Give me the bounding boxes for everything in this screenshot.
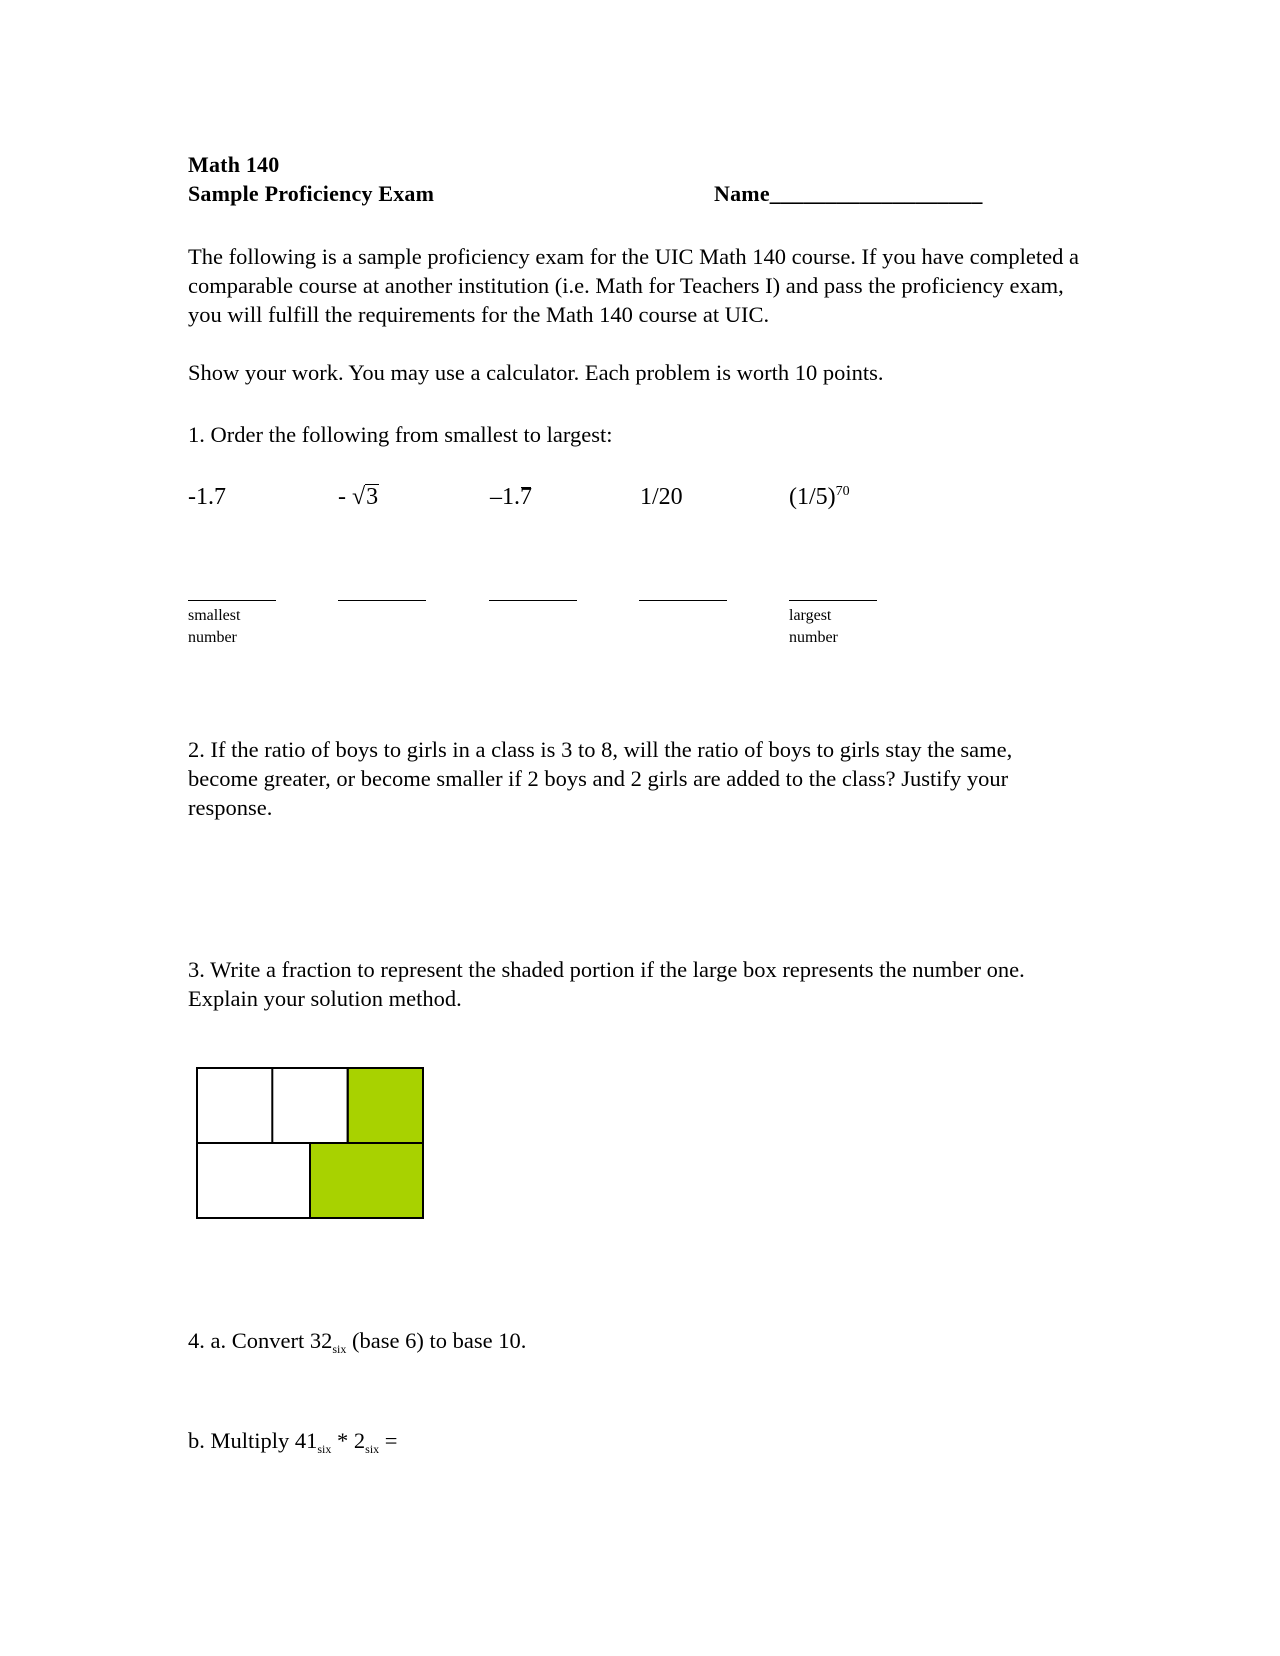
q1-option-negative-sqrt [338,484,379,511]
q1-option-repeating-decimal: –1.7 [490,484,532,510]
q4b-prompt: b. Multiply $41_{six} * 2_{six}$ = [188,1428,398,1456]
instructions: Show your work. You may use a calculator. Each problem is worth 10 points. [188,360,884,385]
exponent: 70 [835,484,850,499]
square-root-icon: √3 [352,484,379,510]
shaded-cell-top-right [348,1068,423,1143]
intro-paragraph: The following is a sample proficiency exam for the UIC Math 140 course. If you have completed a comparable course at another institution (i.e. Math for Teachers I) and pass the proficiency exam, you will fulfill the requirements for the Math 140 course at UIC. [188,244,1079,327]
repeating-digit: 7 [520,484,532,510]
fraction-box-diagram [196,1067,424,1219]
name-field[interactable]: Name___________________ [714,181,983,206]
q1-prompt: 1. Order the following from smallest to largest: [188,422,613,447]
exam-title: Sample Proficiency Exam [188,181,435,206]
q3-prompt: 3. Write a fraction to represent the shaded portion if the large box represents the number one. Explain your solution method. [188,957,1025,1011]
answer-blank-3[interactable] [489,600,577,601]
largest-label: largest number [789,607,838,646]
answer-blank-2[interactable] [338,600,426,601]
minus-sign: - [338,484,352,510]
answer-blank-5[interactable] [789,600,877,601]
q2-prompt: 2. If the ratio of boys to girls in a class is 3 to 8, will the ratio of boys to girls stay the same, become greater, or become smaller if 2 boys and 2 girls are added to the class? Justify your response. [188,737,1013,820]
q1-option-power: $(1/5)^{70}$ [789,484,850,510]
answer-blank-4[interactable] [639,600,727,601]
smallest-label: smallest number [188,607,241,646]
shaded-cell-bottom-right [310,1143,423,1218]
q1-option-negative-decimal: -1.7 [188,484,226,510]
q1-option-fraction: 1/20 [640,484,683,510]
q4a-prompt: 4. a. Convert $32_{six}$ (base 6) to base 10. [188,1328,527,1356]
course-title: Math 140 [188,152,280,177]
answer-blank-1[interactable] [188,600,276,601]
